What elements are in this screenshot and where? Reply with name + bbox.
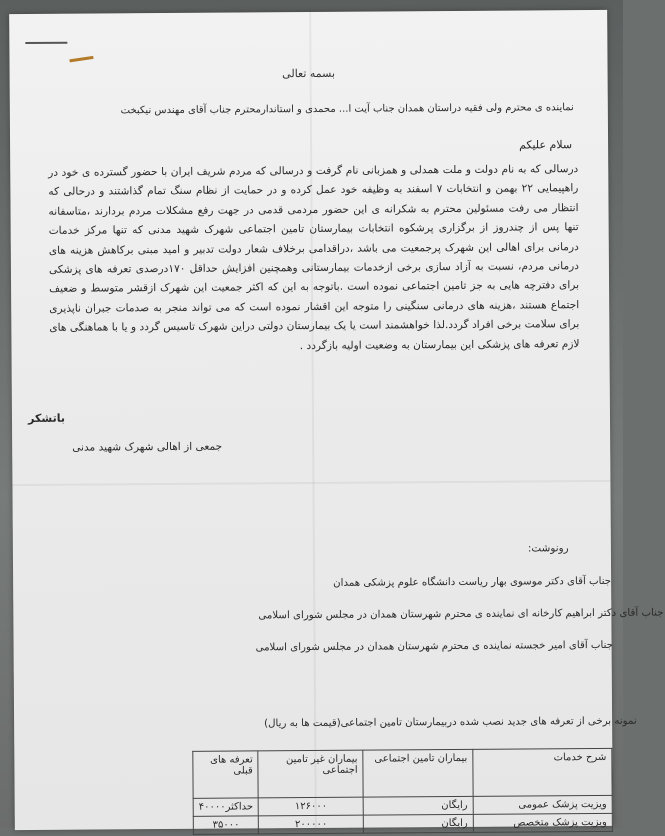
tariff-table (192, 748, 613, 835)
addressee-line: نماینده ی محترم ولی فقیه دراستان همدان جناب آیت ا... محمدی و استاندارمحترم جناب آقای مهندس نیکبخت (120, 102, 574, 117)
column-header: بیماران غیر تامین اجتماعی (258, 750, 363, 798)
table-cell: رایگان (363, 814, 473, 833)
table-cell: ویزیت پزشک عمومی (473, 795, 612, 814)
letter-body: درسالی که به نام دولت و ملت همدلی و همزبانی نام گرفت و درسالی که مردم شریف ایران با حضور گسترده ی خود در راهپیمایی ۲۲ بهمن و انتخابات ۷ اسفند به وظیفه خود عمل کرده و در حمایت از نظام سنگ تمام گذاشتند و درحالی که انتظار می رفت مسئولین محترم به شکرانه ی این حضور مردمی قدمی در جهت رفع مشکلات مردم بردارند ،متاسفانه تنها پس از چندروز از برگزاری پرشکوه انتخابات بیمارستان تامین اجتماعی شهرک شهید مدنی که تنها مرکز خدمات درمانی برای اهالی این شهرک پرجمعیت می باشد ،دراقدامی برخلاف شعار دولت تدبیر و امید مبنی برکاهش هزینه های درمانی مردم، نسبت به آزاد سازی برخی ازخدمات بیمارستانی وهمچنین افزایش حداقل ۱۷۰درصدی تعرفه های پزشکی برای دفترچه هایی به جز تامین اجتماعی نموده است .باتوجه به این که اکثر جمعیت این شهرک ازقشر متوسط و ضعیف اجتماع هستند ،هزینه های درمانی سنگینی را متوجه این اقشار نموده است که می تواند منجر به صدمات جبران ناپذیری برای سلامت برخی افراد گردد.لذا خواهشمند است یا یک بیمارستان دولتی دراین شهرک تاسیس گردد و یا با هماهنگی های لازم تعرفه های پزشکی این بیمارستان به وضعیت اولیه بازگردد . (48, 163, 580, 352)
table-header-row (193, 748, 612, 798)
table-cell: رایگان (363, 796, 473, 815)
basmala-heading: بسمه تعالی (282, 66, 336, 81)
column-header: بیماران تامین اجتماعی (363, 749, 473, 797)
cc-label: رونوشت: (527, 542, 569, 555)
pen-mark (69, 56, 93, 62)
column-header: شرح خدمات (473, 748, 612, 796)
tariff-table-title: نمونه برخی از تعرفه های جدید نصب شده دربیمارستان تامین اجتماعی(قیمت ها به ریال) (264, 715, 637, 730)
cc-recipient: جناب آقای امیر خجسته نماینده ی محترم شهرستان همدان در مجلس شورای اسلامی (255, 639, 613, 654)
table-cell: ویزیت پزشک متخصص (473, 813, 612, 832)
letter-page (9, 10, 664, 831)
table-row (193, 813, 612, 834)
greeting: سلام علیکم (519, 138, 573, 152)
column-header: تعرفه های قبلی (193, 751, 259, 798)
closing-thanks: باتشکر (28, 411, 66, 425)
table-cell: ۳۵۰۰۰ (193, 816, 258, 834)
table-cell: حداکثر۴۰۰۰۰ (193, 798, 258, 816)
fold-crease (309, 12, 317, 828)
cc-recipient: جناب آقای دکتر ابراهیم کارخانه ای نماینده ی محترم شهرستان همدان در مجلس شورای اسلامی (258, 607, 664, 622)
cc-recipient: جناب آقای دکتر موسوی بهار ریاست دانشگاه علوم پزشکی همدان (333, 575, 612, 589)
signature: جمعی از اهالی شهرک شهید مدنی (72, 440, 223, 454)
table-cell: ۱۲۶۰۰۰ (259, 797, 364, 816)
top-rule (25, 42, 67, 44)
table-cell: ۲۰۰۰۰۰ (259, 815, 364, 834)
